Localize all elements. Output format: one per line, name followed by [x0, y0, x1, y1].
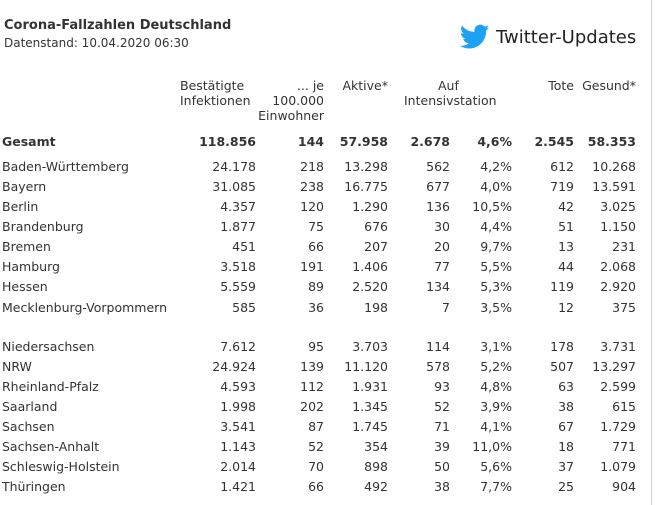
cell-confirmed: 118.856	[199, 134, 256, 149]
cell-active: 2.520	[352, 279, 388, 294]
header-line: Tote	[548, 78, 574, 93]
cell-recovered: 3.025	[600, 199, 636, 214]
table-row	[2, 377, 636, 397]
cell-recovered: 3.731	[600, 339, 636, 354]
cell-active: 898	[364, 459, 388, 474]
cell-active: 1.290	[352, 199, 388, 214]
cell-confirmed: 3.541	[220, 419, 256, 434]
cell-icu: 578	[426, 359, 450, 374]
cell-confirmed: 1.143	[220, 439, 256, 454]
cell-confirmed: 1.421	[220, 479, 256, 494]
cell-icu: 114	[426, 339, 450, 354]
cell-per-100k: 191	[300, 259, 324, 274]
cell-recovered: 771	[612, 439, 636, 454]
cell-icu: 77	[434, 259, 450, 274]
cell-deaths: 67	[558, 419, 574, 434]
cell-recovered: 2.920	[600, 279, 636, 294]
cell-recovered: 904	[612, 479, 636, 494]
cell-active: 1.406	[352, 259, 388, 274]
cell-per-100k: 89	[308, 279, 324, 294]
cell-icu: 38	[434, 479, 450, 494]
table-row	[2, 237, 636, 257]
cell-deaths: 63	[558, 379, 574, 394]
header-line: Gesund*	[582, 78, 636, 93]
table-row	[2, 477, 636, 497]
cell-active: 354	[364, 439, 388, 454]
cell-icu: 93	[434, 379, 450, 394]
cell-recovered: 10.268	[592, 159, 636, 174]
cell-icu-share: 4,6%	[477, 134, 512, 149]
cell-per-100k: 70	[308, 459, 324, 474]
cell-per-100k: 75	[308, 219, 324, 234]
twitter-updates-label: Twitter-Updates	[496, 26, 637, 48]
cell-recovered: 231	[612, 239, 636, 254]
cell-icu-share: 5,5%	[480, 259, 512, 274]
cell-icu: 562	[426, 159, 450, 174]
column-header-per-100k	[256, 76, 324, 123]
cell-confirmed: 24.924	[212, 359, 256, 374]
cell-icu: 52	[434, 399, 450, 414]
cell-active: 11.120	[344, 359, 388, 374]
column-header-icu	[388, 76, 512, 123]
cell-confirmed: 451	[232, 239, 256, 254]
cell-per-100k: 36	[308, 300, 324, 315]
cell-icu-share: 9,7%	[480, 239, 512, 254]
cell-per-100k: 202	[300, 399, 324, 414]
cell-state: NRW	[2, 359, 32, 374]
cell-icu: 71	[434, 419, 450, 434]
cell-state: Schleswig-Holstein	[2, 459, 120, 474]
cell-state: Hessen	[2, 279, 48, 294]
table-header-row	[2, 76, 636, 123]
cases-table	[2, 76, 636, 497]
cell-active: 198	[364, 300, 388, 315]
cell-active: 13.298	[344, 159, 388, 174]
cell-recovered: 13.591	[592, 179, 636, 194]
cell-deaths: 51	[558, 219, 574, 234]
twitter-updates-link[interactable]	[460, 24, 636, 50]
cell-icu: 677	[426, 179, 450, 194]
column-header-confirmed	[170, 76, 256, 123]
cell-state: Berlin	[2, 199, 39, 214]
cell-recovered: 615	[612, 399, 636, 414]
cell-recovered: 58.353	[587, 134, 636, 149]
cell-recovered: 2.068	[600, 259, 636, 274]
cell-state: Niedersachsen	[2, 339, 95, 354]
cell-per-100k: 87	[308, 419, 324, 434]
cell-state: Brandenburg	[2, 219, 84, 234]
cell-recovered: 1.079	[600, 459, 636, 474]
cell-icu-share: 5,6%	[480, 459, 512, 474]
cell-state: Mecklenburg-Vorpommern	[2, 300, 167, 315]
page-title: Corona-Fallzahlen Deutschland	[4, 18, 232, 33]
cell-deaths: 18	[558, 439, 574, 454]
cell-deaths: 2.545	[534, 134, 574, 149]
header-line: 100.000	[272, 93, 324, 108]
cell-confirmed: 1.877	[220, 219, 256, 234]
cell-active: 57.958	[339, 134, 388, 149]
table-row	[2, 197, 636, 217]
cell-active: 207	[364, 239, 388, 254]
cell-per-100k: 120	[300, 199, 324, 214]
cell-confirmed: 3.518	[220, 259, 256, 274]
cell-active: 1.345	[352, 399, 388, 414]
cell-active: 16.775	[344, 179, 388, 194]
cell-icu: 39	[434, 439, 450, 454]
table-row	[2, 217, 636, 237]
header-line: Auf	[438, 78, 459, 93]
cell-state: Rheinland-Pfalz	[2, 379, 99, 394]
cell-active: 1.931	[352, 379, 388, 394]
cell-icu-share: 4,4%	[480, 219, 512, 234]
cell-deaths: 37	[558, 459, 574, 474]
cell-icu-share: 11,0%	[472, 439, 512, 454]
cell-deaths: 178	[550, 339, 574, 354]
twitter-bird-icon	[460, 24, 490, 50]
cell-icu: 50	[434, 459, 450, 474]
column-header-active	[324, 76, 388, 123]
cell-recovered: 1.729	[600, 419, 636, 434]
table-row	[2, 177, 636, 197]
cell-deaths: 13	[558, 239, 574, 254]
cell-active: 1.745	[352, 419, 388, 434]
table-row	[2, 277, 636, 297]
cell-icu-share: 4,0%	[480, 179, 512, 194]
table-row	[2, 257, 636, 277]
table-row	[2, 157, 636, 177]
table-row	[2, 397, 636, 417]
cell-state: Baden-Württemberg	[2, 159, 129, 174]
table-row	[2, 457, 636, 477]
cell-icu: 20	[434, 239, 450, 254]
cell-icu: 7	[442, 300, 450, 315]
cell-per-100k: 139	[300, 359, 324, 374]
cell-icu-share: 3,1%	[480, 339, 512, 354]
cell-state: Bayern	[2, 179, 47, 194]
cell-state: Sachsen-Anhalt	[2, 439, 100, 454]
cell-icu-share: 4,8%	[480, 379, 512, 394]
cell-recovered: 1.150	[600, 219, 636, 234]
cell-icu: 2.678	[410, 134, 450, 149]
column-header-state	[2, 76, 170, 123]
cell-recovered: 13.297	[592, 359, 636, 374]
cell-state: Sachsen	[2, 419, 55, 434]
cell-active: 676	[364, 219, 388, 234]
cell-confirmed: 2.014	[220, 459, 256, 474]
cell-per-100k: 112	[300, 379, 324, 394]
header-line: Aktive*	[342, 78, 388, 93]
cell-state: Thüringen	[2, 479, 66, 494]
table-row	[2, 417, 636, 437]
cell-active: 3.703	[352, 339, 388, 354]
cell-per-100k: 218	[300, 159, 324, 174]
cell-deaths: 12	[558, 300, 574, 315]
cell-per-100k: 66	[308, 239, 324, 254]
cell-deaths: 119	[550, 279, 574, 294]
cell-recovered: 375	[612, 300, 636, 315]
cell-confirmed: 4.357	[220, 199, 256, 214]
table-row	[2, 297, 636, 337]
cell-recovered: 2.599	[600, 379, 636, 394]
header-line: Einwohner	[258, 108, 324, 123]
cell-state: Hamburg	[2, 259, 60, 274]
cell-icu-share: 5,2%	[480, 359, 512, 374]
table-row	[2, 337, 636, 357]
table-row	[2, 437, 636, 457]
cell-icu-share: 5,3%	[480, 279, 512, 294]
header-line: Bestätigte	[180, 78, 245, 93]
cell-per-100k: 66	[308, 479, 324, 494]
cell-icu: 134	[426, 279, 450, 294]
cell-confirmed: 1.998	[220, 399, 256, 414]
cell-per-100k: 95	[308, 339, 324, 354]
cell-state: Bremen	[2, 239, 51, 254]
cell-state: Gesamt	[2, 134, 56, 149]
header-line: Intensivstation	[404, 93, 497, 108]
cell-deaths: 612	[550, 159, 574, 174]
header-line: ... je	[296, 78, 324, 93]
header-line: Infektionen	[180, 93, 251, 108]
cell-icu: 136	[426, 199, 450, 214]
cell-confirmed: 24.178	[212, 159, 256, 174]
cell-active: 492	[364, 479, 388, 494]
cell-confirmed: 585	[232, 300, 256, 315]
total-row	[2, 123, 636, 157]
column-header-deaths	[512, 76, 574, 123]
data-timestamp: Datenstand: 10.04.2020 06:30	[4, 36, 189, 50]
cell-icu-share: 4,1%	[480, 419, 512, 434]
cell-confirmed: 7.612	[220, 339, 256, 354]
cell-deaths: 44	[558, 259, 574, 274]
cell-deaths: 719	[550, 179, 574, 194]
cell-icu-share: 4,2%	[480, 159, 512, 174]
cell-deaths: 42	[558, 199, 574, 214]
cell-confirmed: 4.593	[220, 379, 256, 394]
cell-confirmed: 31.085	[212, 179, 256, 194]
cell-deaths: 507	[550, 359, 574, 374]
cell-per-100k: 144	[297, 134, 324, 149]
cell-confirmed: 5.559	[220, 279, 256, 294]
cell-icu: 30	[434, 219, 450, 234]
cell-icu-share: 10,5%	[472, 199, 512, 214]
table-row	[2, 357, 636, 377]
cell-per-100k: 238	[300, 179, 324, 194]
cell-deaths: 25	[558, 479, 574, 494]
cell-deaths: 38	[558, 399, 574, 414]
cell-state: Saarland	[2, 399, 58, 414]
cell-icu-share: 3,9%	[480, 399, 512, 414]
cell-icu-share: 3,5%	[480, 300, 512, 315]
cell-icu-share: 7,7%	[480, 479, 512, 494]
column-header-recovered	[574, 76, 636, 123]
cell-per-100k: 52	[308, 439, 324, 454]
